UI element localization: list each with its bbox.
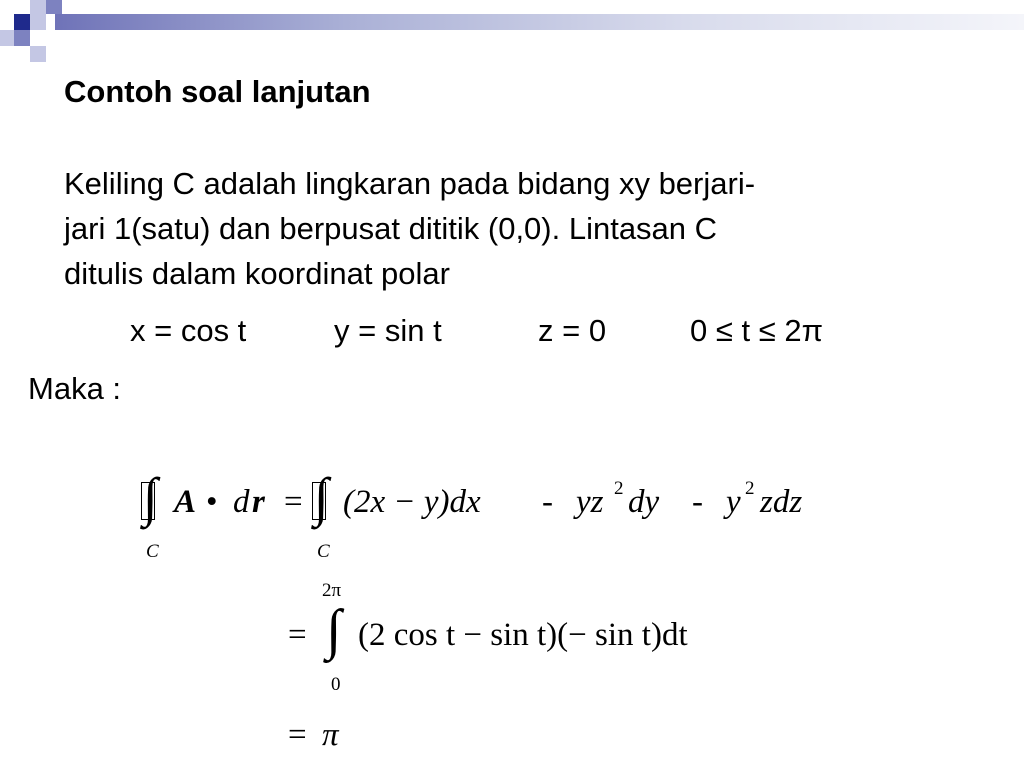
term-2-tail: dy — [628, 484, 660, 520]
differential-d: d — [233, 484, 250, 520]
dot-operator: • — [206, 484, 218, 520]
deco-square — [46, 0, 62, 14]
integral-upper-limit: 2π — [322, 580, 342, 601]
paragraph-line: ditulis dalam koordinat polar — [64, 256, 450, 291]
integral-sign: ∫ — [143, 467, 158, 527]
term-2-base: yz — [576, 484, 604, 520]
param-y: y = sin t — [334, 313, 442, 348]
integral-sign: ∫ — [326, 599, 342, 661]
vector-r: r — [252, 484, 265, 520]
integral-lower-limit: 0 — [331, 674, 341, 695]
minus-sign: - — [692, 484, 703, 520]
deco-square — [14, 14, 30, 30]
term-2-exponent: 2 — [614, 478, 624, 499]
integral-lower-limit: C — [146, 541, 159, 562]
deco-square — [30, 14, 46, 30]
term-3-exponent: 2 — [745, 478, 755, 499]
vector-A: A — [174, 484, 197, 520]
equals-sign: = — [288, 717, 307, 753]
equals-sign: = — [284, 484, 303, 520]
param-z: z = 0 — [538, 313, 607, 348]
deco-square — [0, 30, 14, 46]
integral-lower-limit: C — [317, 541, 330, 562]
param-range: 0 ≤ t ≤ 2π — [690, 313, 823, 348]
deco-square — [30, 0, 46, 14]
equals-sign: = — [288, 617, 307, 653]
deco-square — [30, 46, 46, 62]
paragraph-line: jari 1(satu) dan berpusat dititik (0,0). Lintasan C — [64, 211, 718, 246]
term-3-tail: zdz — [760, 484, 803, 520]
paragraph-line: Keliling C adalah lingkaran pada bidang xy berjari- — [64, 166, 756, 201]
param-x: x = cos t — [130, 313, 247, 348]
result-pi: π — [322, 717, 339, 753]
minus-sign: - — [542, 484, 553, 520]
integral-sign: ∫ — [314, 467, 329, 527]
maka-label: Maka : — [28, 371, 122, 406]
deco-square — [14, 30, 30, 46]
term-1: (2x − y)dx — [343, 484, 481, 520]
integrand-expression: (2 cos t − sin t)(− sin t)dt — [358, 617, 688, 653]
problem-paragraph — [64, 161, 964, 296]
header-gradient-bar — [55, 14, 1024, 30]
term-3-base: y — [726, 484, 741, 520]
slide-title: Contoh soal lanjutan — [64, 74, 371, 109]
